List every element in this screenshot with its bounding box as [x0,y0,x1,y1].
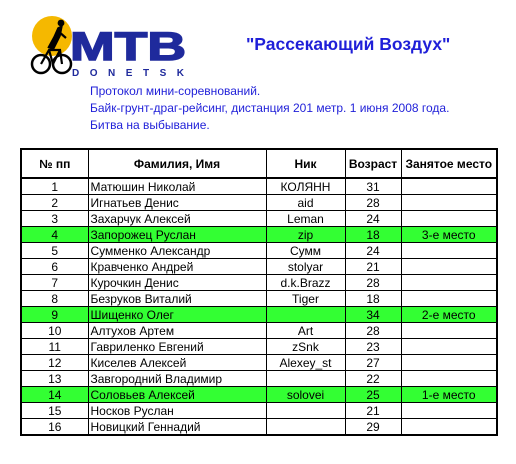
protocol-line: Байк-грунт-драг-рейсинг, дистанция 201 метр. 1 июня 2008 года. [90,101,450,115]
cell-num: 3 [21,211,88,227]
cell-nick: Art [266,323,345,339]
cell-nick: КОЛЯНН [266,178,345,195]
cell-place [401,211,497,227]
cell-name: Киселев Алексей [88,355,266,371]
cell-nick: Leman [266,211,345,227]
cell-place [401,355,497,371]
cell-age: 28 [345,195,401,211]
cell-nick [266,403,345,419]
table-row [21,339,497,355]
cell-age: 28 [345,275,401,291]
cell-age: 24 [345,211,401,227]
cell-nick [266,307,345,323]
cell-name: Безруков Виталий [88,291,266,307]
cell-num: 13 [21,371,88,387]
table-row [21,243,497,259]
cell-place [401,243,497,259]
cell-place [401,419,497,436]
table-row [21,259,497,275]
cell-place [401,195,497,211]
header-age: Возраст [345,149,401,178]
cell-nick [266,419,345,436]
cell-age: 23 [345,339,401,355]
cell-num: 15 [21,403,88,419]
cell-num: 12 [21,355,88,371]
cell-name: Завгородний Владимир [88,371,266,387]
table-row [21,403,497,419]
cell-num: 10 [21,323,88,339]
cell-num: 5 [21,243,88,259]
cell-place [401,403,497,419]
table-row [21,178,497,195]
cell-nick: solovei [266,387,345,403]
protocol-line: Битва на выбывание. [90,118,210,132]
cell-name: Носков Руслан [88,403,266,419]
table-row [21,227,497,243]
logo-subtext: DONETSK [72,68,184,79]
cell-age: 21 [345,403,401,419]
results-body [21,178,497,435]
logo-text: MTB [70,25,186,69]
cell-name: Игнатьев Денис [88,195,266,211]
cell-num: 14 [21,387,88,403]
cell-nick: zip [266,227,345,243]
protocol-description [90,83,449,134]
cell-num: 9 [21,307,88,323]
table-header-row [21,149,497,178]
cell-place [401,291,497,307]
cell-name: Кравченко Андрей [88,259,266,275]
cell-place: 2-е место [401,307,497,323]
cell-name: Захарчук Алексей [88,211,266,227]
cell-num: 7 [21,275,88,291]
cell-num: 11 [21,339,88,355]
cell-num: 8 [21,291,88,307]
cell-name: Матюшин Николай [88,178,266,195]
results-table [20,148,498,436]
cell-name: Шищенко Олег [88,307,266,323]
cell-age: 25 [345,387,401,403]
cell-age: 21 [345,259,401,275]
table-row [21,195,497,211]
table-row [21,419,497,436]
cell-place [401,259,497,275]
cell-num: 6 [21,259,88,275]
table-row [21,291,497,307]
cell-place [401,178,497,195]
cell-num: 1 [21,178,88,195]
table-row [21,323,497,339]
cell-place [401,339,497,355]
cell-nick: d.k.Brazz [266,275,345,291]
cell-age: 18 [345,227,401,243]
cell-num: 16 [21,419,88,436]
cell-nick [266,371,345,387]
cell-age: 31 [345,178,401,195]
header-num: № пп [21,149,88,178]
cell-num: 4 [21,227,88,243]
cell-age: 28 [345,323,401,339]
protocol-line: Протокол мини-соревнований. [90,84,261,98]
cell-name: Соловьев Алексей [88,387,266,403]
cell-nick: stolyar [266,259,345,275]
cell-age: 34 [345,307,401,323]
cell-num: 2 [21,195,88,211]
cell-name: Алтухов Артем [88,323,266,339]
header-name: Фамилия, Имя [88,149,266,178]
cell-nick: Alexey_st [266,355,345,371]
cell-age: 29 [345,419,401,436]
page-title: "Рассекающий Воздух" [246,34,451,54]
cell-nick: Tiger [266,291,345,307]
cell-nick: Сумм [266,243,345,259]
cell-name: Курочкин Денис [88,275,266,291]
cell-place: 3-е место [401,227,497,243]
cell-nick: aid [266,195,345,211]
table-row [21,355,497,371]
logo-graphic [30,14,190,80]
table-row [21,211,497,227]
cell-name: Новицкий Геннадий [88,419,266,436]
cell-nick: zSnk [266,339,345,355]
cell-name: Гавриленко Евгений [88,339,266,355]
cell-place: 1-е место [401,387,497,403]
cell-name: Запорожец Руслан [88,227,266,243]
cell-age: 27 [345,355,401,371]
table-row [21,307,497,323]
cell-place [401,323,497,339]
cell-name: Сумменко Александр [88,243,266,259]
table-row [21,387,497,403]
cell-age: 18 [345,291,401,307]
header-nick: Ник [266,149,345,178]
table-row [21,275,497,291]
cell-age: 24 [345,243,401,259]
mtb-donetsk-logo [30,14,190,80]
cell-place [401,275,497,291]
cell-age: 22 [345,371,401,387]
header-place: Занятое место [401,149,497,178]
table-row [21,371,497,387]
cell-place [401,371,497,387]
